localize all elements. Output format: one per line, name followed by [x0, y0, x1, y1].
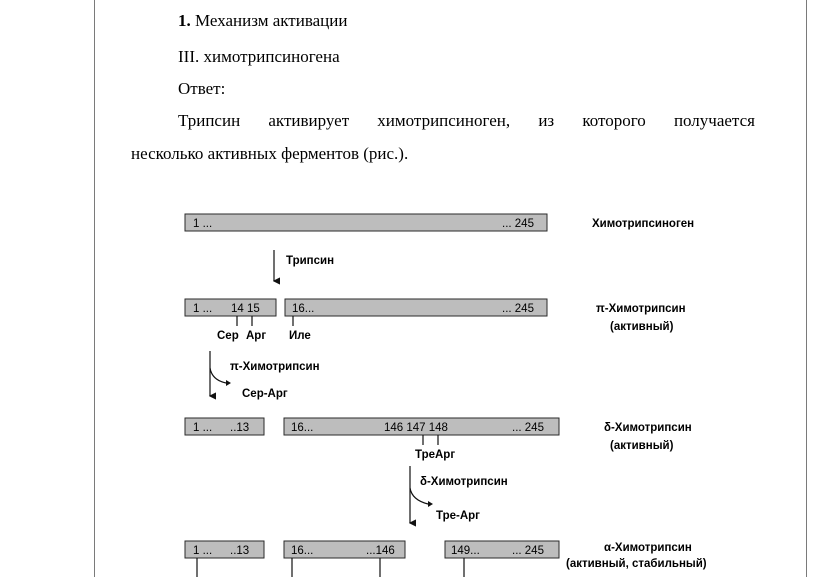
paragraph-line-2: несколько активных ферментов (рис.).: [131, 144, 409, 163]
bar-label-13: ..13: [230, 422, 250, 434]
word: получается: [673, 111, 755, 130]
word: Трипсин: [178, 111, 241, 130]
released-ser-arg: Сер-Арг: [242, 388, 288, 400]
branch-arrowhead-icon: [226, 380, 231, 386]
word: химотрипсиноген,: [377, 111, 511, 130]
word: из: [538, 111, 555, 130]
bar-label-start: 16...: [291, 422, 314, 434]
released-thr-arg: Тре-Арг: [436, 510, 480, 522]
trypsin-label: Трипсин: [286, 255, 335, 267]
bar-label-end: ... 245: [502, 303, 534, 315]
alpha-chymotrypsin-name: α-Химотрипсин: [604, 542, 692, 554]
bar-label-146: ...146: [366, 545, 395, 557]
chymotrypsinogen-name: Химотрипсиноген: [592, 218, 695, 230]
branch-arrow-icon: [410, 488, 428, 504]
bar-label-start: 1 ...: [193, 303, 213, 315]
bar-label-14-15: 14 15: [231, 303, 260, 315]
bar-label-149: 149...: [451, 545, 480, 557]
residue-ser: Сер: [217, 330, 239, 342]
section-number: 1.: [178, 11, 191, 30]
residue-ile: Иле: [289, 330, 311, 342]
delta-chymotrypsin-name: δ-Химотрипсин: [604, 422, 692, 434]
residue-thr-arg: ТреАрг: [415, 449, 456, 461]
answer-label: Ответ:: [178, 79, 226, 98]
pi-chymotrypsin-enzyme-label: π-Химотрипсин: [230, 361, 320, 373]
delta-chymotrypsin-enzyme-label: δ-Химотрипсин: [420, 476, 508, 488]
bar-label-13: ..13: [230, 545, 250, 557]
bar-label-146-148: 146 147 148: [384, 422, 448, 434]
bar-label-end: ... 245: [502, 218, 534, 230]
word: активирует: [268, 111, 350, 130]
bar-label-start: 16...: [291, 545, 314, 557]
pi-chymotrypsin-name: π-Химотрипсин: [596, 303, 686, 315]
bar-label-end: ... 245: [512, 422, 544, 434]
bar-label-end: ... 245: [512, 545, 544, 557]
bar-label-start: 1 ...: [193, 218, 213, 230]
residue-arg: Арг: [246, 330, 267, 342]
bar-label-start: 16...: [292, 303, 315, 315]
word: которого: [582, 111, 646, 130]
branch-arrow-icon: [210, 368, 226, 383]
alpha-chymotrypsin-state: (активный, стабильный): [566, 558, 707, 570]
branch-arrowhead-icon: [428, 501, 433, 507]
bar-label-start: 1 ...: [193, 545, 213, 557]
bar-label-start: 1 ...: [193, 422, 213, 434]
pi-chymotrypsin-state: (активный): [610, 321, 674, 333]
chymotrypsinogen-bar: [185, 214, 547, 231]
section-title: Механизм активации: [195, 11, 348, 30]
delta-chymotrypsin-state: (активный): [610, 440, 674, 452]
section-subtitle: III. химотрипсиногена: [178, 47, 340, 66]
